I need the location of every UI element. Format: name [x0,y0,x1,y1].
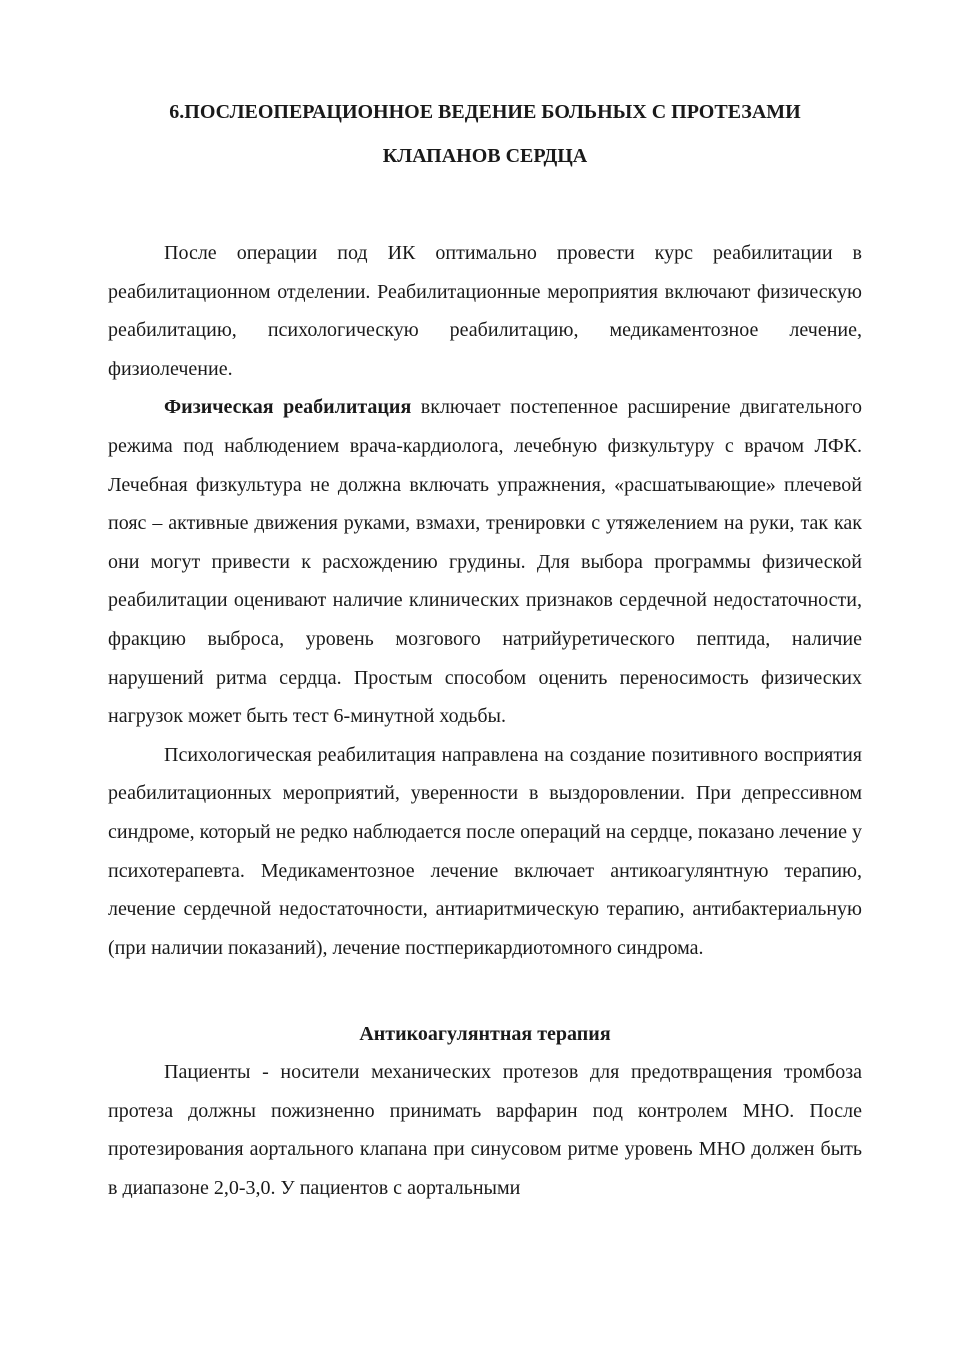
paragraph-rehabilitation-intro [108,234,862,388]
page-title [108,90,862,178]
page-title-line-2: КЛАПАНОВ СЕРДЦА [382,145,588,167]
bold-term: Физическая реабилитация [164,396,412,419]
section-body-text [108,1053,862,1207]
body-text [108,234,862,967]
page-title-line-1: 6.ПОСЛЕОПЕРАЦИОННОЕ ВЕДЕНИЕ БОЛЬНЫХ С ПРОТЕЗАМИ [169,101,801,123]
paragraph-text: После операции под ИК оптимально провести курс реабилитации в реабилитационном отделении. Реабилитационные мероприятия включают физическую реабилитацию, психологическую реабилитацию, медикаментозное лечение, физиолечение. [108,242,862,380]
document-page [108,90,862,1208]
section-heading: Антикоагулянтная терапия [359,1023,611,1046]
paragraph-text: Пациенты - носители механических протезов для предотвращения тромбоза протеза должны пожизненно принимать варфарин под контролем МНО. После протезирования аортального клапана при синусовом ритме уровень МНО должен быть в диапазоне 2,0-3,0. У пациентов с аортальными [108,1061,862,1200]
paragraph-anticoagulant-therapy [108,1053,862,1207]
paragraph-text: включает постепенное расширение двигательного режима под наблюдением врача-кардиолога, лечебную физкультуру с врачом ЛФК. Лечебная физкультура не должна включать упражнения, «расшатывающие» плечевой пояс – активные движения руками, взмахи, тренировки с утяжелением на руки, так как они могут привести к расхождению грудины. Для выбора программы физической реабилитации оценивают наличие клинических признаков сердечной недостаточности, фракцию выброса, уровень мозгового натрийуретического пептида, наличие нарушений ритма сердца. Простым способом оценить переносимость физических нагрузок может быть тест 6-минутной ходьбы. [108,396,862,728]
paragraph-text: Психологическая реабилитация направлена на создание позитивного восприятия реабилитационных мероприятий, уверенности в выздоровлении. При депрессивном синдроме, который не редко наблюдается после операций на сердце, показано лечение у психотерапевта. Медикаментозное лечение включает антикоагулянтную терапию, лечение сердечной недостаточности, антиаритмическую терапию, антибактериальную (при наличии показаний), лечение постперикардиотомного синдрома. [108,743,862,959]
paragraph-physical-rehabilitation [108,388,862,735]
paragraph-psychological-rehabilitation [108,736,862,968]
